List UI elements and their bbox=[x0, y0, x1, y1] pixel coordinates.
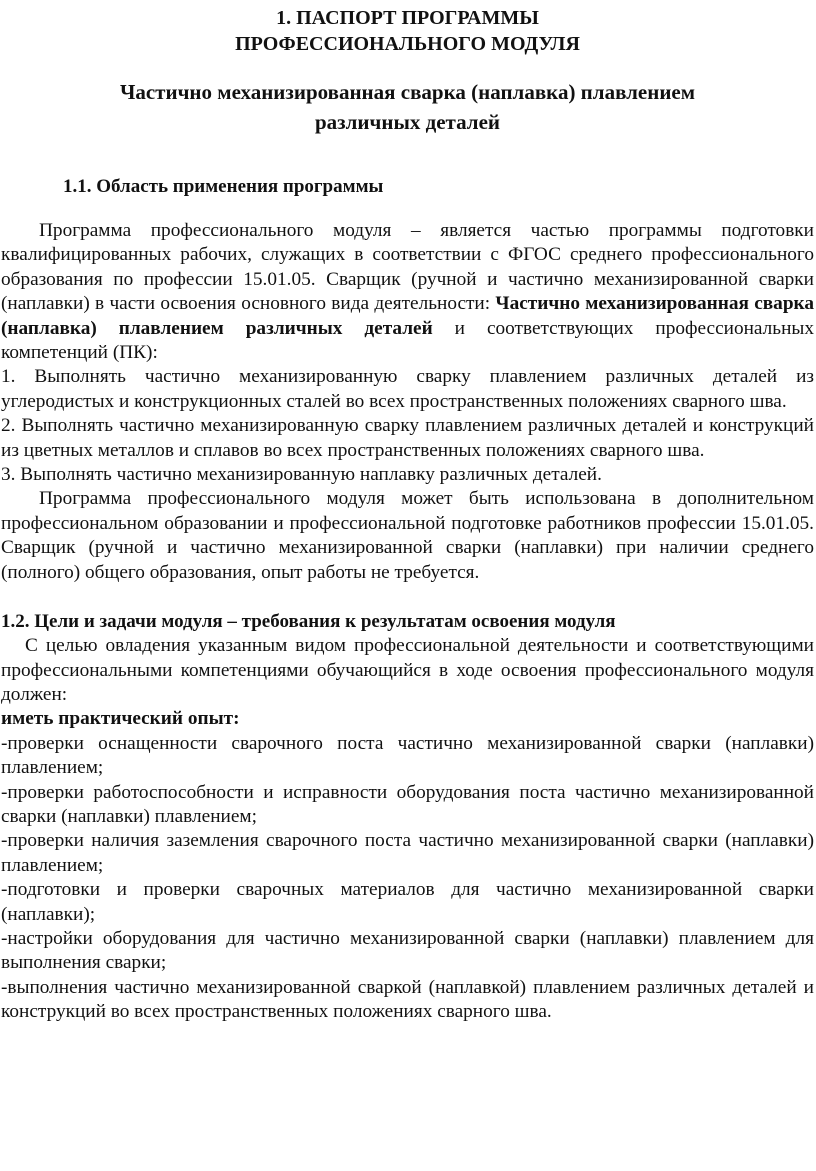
module-subtitle bbox=[1, 77, 814, 137]
para1-text-a: Программа профессионального модуля – является частью программы подготовки квалифицированных рабочих, служащих в соответствии с ФГОС среднего профессионального образования по профессии 15.01.05. Сварщик (ручной и частично механизированной сварки (наплавки) в части освоения основного вида деятельности: bbox=[1, 220, 814, 315]
document-title bbox=[1, 0, 814, 57]
experience-item-3: -проверки наличия заземления сварочного поста частично механизированной сварки (наплавки) плавлением; bbox=[1, 830, 814, 876]
spacer bbox=[1, 585, 814, 609]
experience-item-6: -выполнения частично механизированной сваркой (наплавкой) плавлением различных деталей и конструкций во всех пространственных положениях сварного шва. bbox=[1, 976, 814, 1023]
experience-item-4: -подготовки и проверки сварочных материалов для частично механизированной сварки (наплавки); bbox=[1, 879, 814, 925]
competence-item-2: 2. Выполнять частично механизированную сварку плавлением различных деталей и конструкций из цветных металлов и сплавов во всех пространственных положениях сварного шва. bbox=[1, 415, 814, 461]
title-line-1: 1. ПАСПОРТ ПРОГРАММЫ bbox=[276, 7, 539, 29]
para1-text-b: и соответствующих профессиональных компетенций (ПК): bbox=[1, 317, 814, 364]
para1-bold-text: Частично механизированная сварка (наплавка) плавлением различных деталей bbox=[1, 293, 815, 339]
subtitle-line-2: различных деталей bbox=[315, 110, 500, 134]
experience-item-5: -настройки оборудования для частично механизированной сварки (наплавки) плавлением для выполнения сварки; bbox=[1, 927, 814, 974]
experience-label-text: иметь практический опыт: bbox=[1, 708, 240, 730]
section-1-paragraph-2: Программа профессионального модуля может быть использована в дополнительном профессиональном образовании и профессиональной подготовке работников профессии 15.01.05. Сварщик (ручной и частично механизированной сварки (наплавки) при наличии среднего (полного) общего образования, опыт работы не требуется. bbox=[1, 488, 814, 583]
experience-item-1: -проверки оснащенности сварочного поста частично механизированной сварки (наплавки) плавлением; bbox=[1, 732, 814, 779]
experience-item-2: -проверки работоспособности и исправности оборудования поста частично механизированной сварки (наплавки) плавлением; bbox=[1, 781, 814, 827]
section-1-title: 1.1. Область применения программы bbox=[63, 176, 384, 197]
section-2-intro: С целью овладения указанным видом профессиональной деятельности и соответствующими профессиональными компетенциями обучающийся в ходе освоения профессионального модуля должен: bbox=[1, 635, 814, 705]
competence-item-3: 3. Выполнять частично механизированную наплавку различных деталей. bbox=[1, 464, 602, 486]
subtitle-line-1: Частично механизированная сварка (наплавка) плавлением bbox=[119, 80, 696, 104]
experience-label bbox=[1, 707, 814, 731]
section-1-paragraph-1 bbox=[1, 219, 814, 365]
competence-item-1: 1. Выполнять частично механизированную сварку плавлением различных деталей из углеродистых и конструкционных сталей во всех пространственных положениях сварного шва. bbox=[1, 366, 814, 412]
title-line-2: ПРОФЕССИОНАЛЬНОГО МОДУЛЯ bbox=[235, 33, 580, 55]
section-2-title: 1.2. Цели и задачи модуля – требования к результатам освоения модуля bbox=[1, 611, 616, 633]
